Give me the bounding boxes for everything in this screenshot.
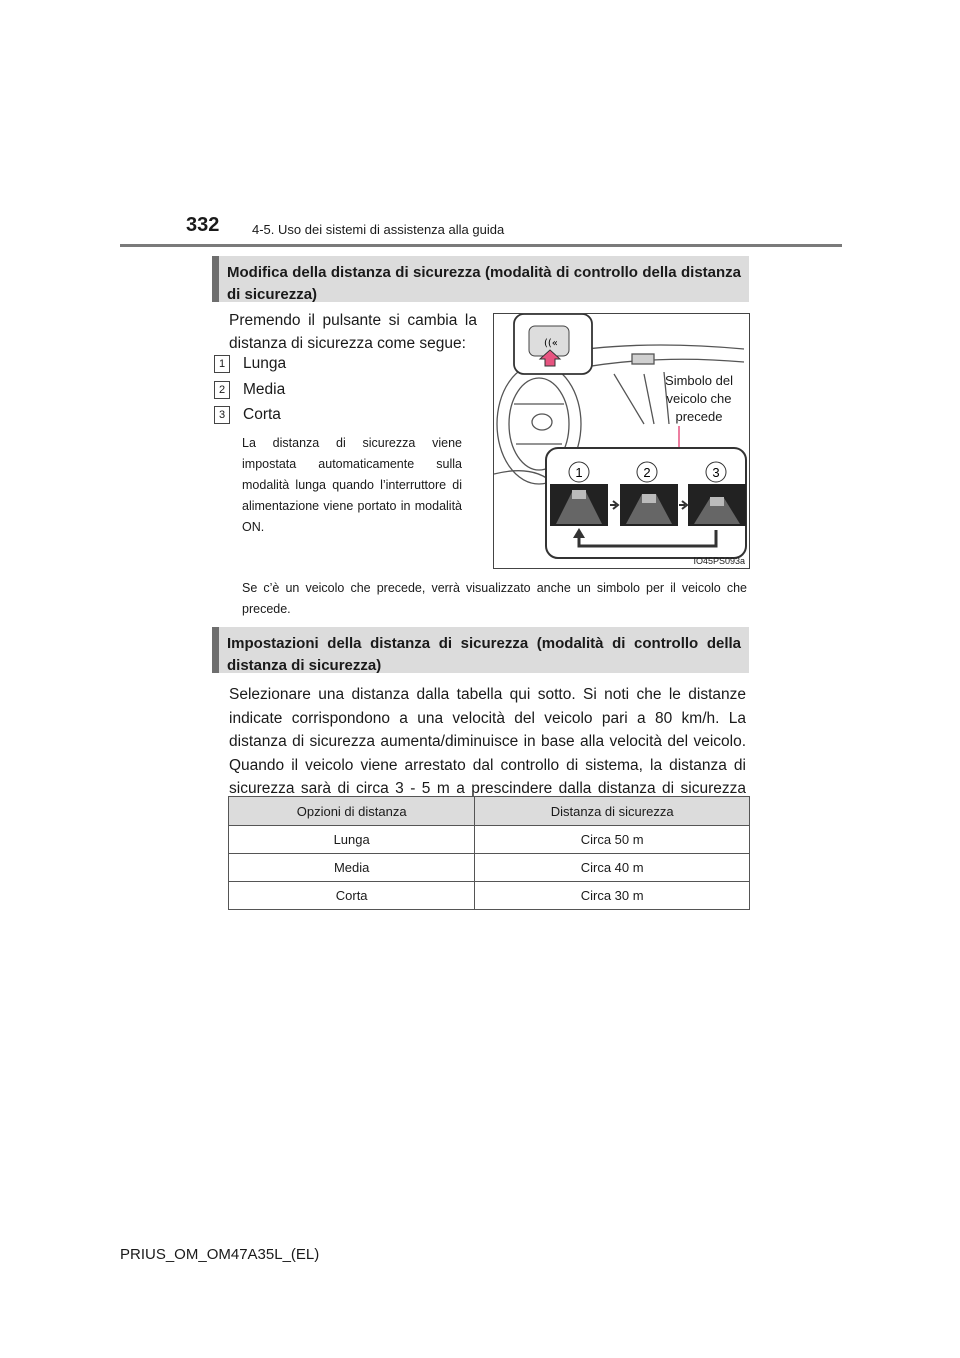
settings-paragraph: Selezionare una distanza dalla tabella qui sotto. Si noti che le distanze indicate corrispondono a una velocità del veicolo pari a 80 km/h. La distanza di sicurezza aumenta/diminuisce in base alla velocità del veicolo. Quando il veicolo viene arrestato dal controllo di sistema, la distanza di sicurezza sarà di circa 3 - 5 m a prescindere dalla distanza di sicurezza	[229, 686, 746, 797]
figure-callout-label: Simbolo del veicolo che precede	[665, 373, 733, 424]
page-number: 332	[186, 214, 220, 236]
table-cell: Lunga	[229, 826, 475, 854]
distance-table	[228, 796, 750, 910]
panel-number-2: 2	[643, 465, 651, 480]
table-header-row	[229, 797, 750, 826]
table-row	[229, 854, 750, 882]
figure-code: IO45PS093a	[693, 556, 745, 566]
table-row	[229, 826, 750, 854]
table-cell: Circa 50 m	[475, 826, 750, 854]
column-header: Opzioni di distanza	[229, 797, 475, 826]
document-code-footer: PRIUS_OM_OM47A35L_(EL)	[120, 1246, 320, 1263]
note-preceding-vehicle: Se c’è un veicolo che precede, verrà visualizzato anche un simbolo per il veicolo che precede.	[242, 581, 747, 616]
list-item	[214, 405, 281, 425]
panel-number-1: 1	[575, 465, 583, 480]
section-heading-distance-settings: Impostazioni della distanza di sicurezza (modalità di controllo della distanza di sicurezza)	[212, 627, 749, 673]
panel-number-3: 3	[712, 465, 720, 480]
column-header: Distanza di sicurezza	[475, 797, 750, 826]
item-label: Media	[243, 381, 286, 398]
header-rule	[120, 244, 842, 247]
dashboard-drawing	[494, 314, 750, 569]
table-cell: Media	[229, 854, 475, 882]
table-cell: Circa 40 m	[475, 854, 750, 882]
note-default-distance: La distanza di sicurezza viene impostata automaticamente sulla modalità lunga quando l’interruttore di alimentazione viene portato in modalità ON.	[242, 436, 462, 534]
section-heading-distance-change: Modifica della distanza di sicurezza (modalità di controllo della distanza di sicurezza)	[212, 256, 749, 302]
table-cell: Circa 30 m	[475, 882, 750, 910]
item-number-badge: 1	[214, 355, 230, 373]
item-number-badge: 2	[214, 381, 230, 399]
item-label: Lunga	[243, 355, 287, 372]
list-item	[214, 354, 286, 374]
table-row	[229, 882, 750, 910]
item-label: Corta	[243, 406, 281, 423]
steering-switch-illustration	[493, 313, 750, 569]
chapter-title: 4-5. Uso dei sistemi di assistenza alla guida	[252, 222, 505, 237]
intro-text: Premendo il pulsante si cambia la distanza di sicurezza come segue:	[229, 312, 477, 352]
list-item	[214, 380, 285, 400]
table-cell: Corta	[229, 882, 475, 910]
item-number-badge: 3	[214, 406, 230, 424]
svg-text:((«: ((«	[544, 338, 558, 349]
